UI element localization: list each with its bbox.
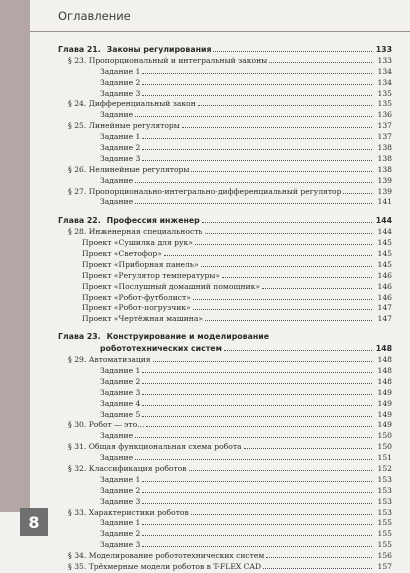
dot-leader	[142, 365, 372, 373]
toc-entry-sec[interactable]	[58, 226, 392, 237]
page-ref: 133	[377, 55, 392, 65]
dot-leader	[198, 98, 372, 106]
dot-leader	[164, 248, 372, 256]
entry-text: Задание 1	[100, 474, 141, 484]
entry-text: Проект «Робот-погрузчик»	[82, 303, 191, 313]
chapter-gap	[58, 207, 392, 215]
toc-entry-proj[interactable]	[58, 313, 392, 324]
page-ref: 138	[377, 143, 392, 153]
dot-leader	[142, 387, 372, 395]
entry-text: § 35. Трёхмерные модели роботов в T-FLEX CAD	[68, 561, 262, 571]
entry-text: Задание 2	[100, 143, 141, 153]
toc-entry-task[interactable]	[58, 474, 392, 485]
dot-leader	[343, 186, 372, 194]
header-rule	[30, 31, 410, 32]
entry-text: Проект «Чертёжная машина»	[82, 314, 204, 324]
page-ref: 148	[375, 344, 392, 354]
chapter-label: Глава 21.	[58, 45, 101, 54]
chapter-label: Глава 23.	[58, 332, 101, 342]
dot-leader	[142, 528, 372, 536]
toc-entry-task[interactable]	[58, 376, 392, 387]
entry-text: § 32. Классификация роботов	[68, 463, 187, 473]
entry-text: § 29. Автоматизация	[68, 355, 151, 365]
page-ref: 134	[377, 66, 392, 76]
toc-entry-proj[interactable]	[58, 281, 392, 292]
dot-leader	[135, 175, 372, 183]
page-ref: 135	[377, 88, 392, 98]
entry-text: Задание 1	[100, 132, 141, 142]
entry-text: Задание 4	[100, 398, 141, 408]
dot-leader	[262, 281, 372, 289]
dot-leader	[222, 270, 372, 278]
entry-text: § 26. Нелинейные регуляторы	[68, 164, 190, 174]
toc-entry-task[interactable]	[58, 142, 392, 153]
page-ref: 146	[377, 281, 392, 291]
dot-leader	[193, 302, 372, 310]
toc-entry-sec[interactable]	[58, 98, 392, 109]
dot-leader	[195, 237, 372, 245]
toc-entry-task[interactable]	[58, 485, 392, 496]
entry-text: Задание 1	[100, 518, 141, 528]
entry-text: Задание 3	[100, 387, 141, 397]
entry-text: Задание 1	[100, 365, 141, 375]
dot-leader	[135, 452, 372, 460]
page-ref: 144	[375, 216, 392, 226]
dot-leader	[142, 88, 372, 96]
page-ref: 152	[377, 463, 392, 473]
page-ref: 151	[377, 453, 392, 463]
dot-leader	[269, 55, 372, 63]
page-ref: 156	[377, 551, 392, 561]
dot-leader	[142, 474, 372, 482]
entry-text: Задание	[100, 175, 134, 185]
dot-leader	[142, 409, 372, 417]
dot-leader	[142, 398, 372, 406]
entry-text: Задание 2	[100, 77, 141, 87]
entry-text: Задание 3	[100, 496, 141, 506]
dot-leader	[142, 496, 372, 504]
page-ref: 138	[377, 164, 392, 174]
page-ref: 137	[377, 132, 392, 142]
toc-entry-proj[interactable]	[58, 259, 392, 270]
page-ref: 145	[377, 259, 392, 269]
toc-entry-sec[interactable]	[58, 186, 392, 197]
chapter-title: Законы регулирования	[106, 45, 212, 54]
page-ref: 155	[377, 518, 392, 528]
page-ref: 146	[377, 270, 392, 280]
page-ref: 141	[377, 197, 392, 207]
dot-leader	[142, 77, 372, 85]
toc-entry-task[interactable]	[58, 88, 392, 99]
toc-entry-task[interactable]	[58, 153, 392, 164]
page-ref: 137	[377, 121, 392, 131]
dot-leader	[142, 539, 372, 547]
entry-text: Задание 2	[100, 529, 141, 539]
page-ref: 148	[377, 376, 392, 386]
dot-leader	[205, 313, 372, 321]
entry-text: Задание	[100, 453, 134, 463]
page-ref: 144	[377, 227, 392, 237]
dot-leader	[142, 376, 372, 384]
page-ref: 148	[377, 365, 392, 375]
toc-entry-task[interactable]	[58, 387, 392, 398]
page-number: 8	[20, 508, 48, 536]
page-ref: 134	[377, 77, 392, 87]
dot-leader	[191, 507, 372, 515]
chapter-heading-line	[58, 332, 392, 343]
entry-text: § 25. Линейные регуляторы	[68, 121, 180, 131]
page-ref: 135	[377, 99, 392, 109]
toc-entry-task[interactable]	[58, 196, 392, 207]
dot-leader	[224, 343, 372, 351]
toc-entry-task[interactable]	[58, 365, 392, 376]
entry-text: Проект «Регулятор температуры»	[82, 270, 221, 280]
page-ref: 153	[377, 507, 392, 517]
page-ref: 147	[377, 314, 392, 324]
entry-text: § 28. Инженерная специальность	[68, 227, 203, 237]
page-ref: 133	[375, 45, 392, 54]
entry-text: Задание 2	[100, 485, 141, 495]
chapter-title-line1: Конструирование и моделирование	[106, 332, 269, 342]
toc-entry-sec[interactable]	[58, 507, 392, 518]
dot-leader	[266, 550, 372, 558]
entry-text: § 30. Робот — это...	[68, 420, 145, 430]
dot-leader	[142, 517, 372, 525]
dot-leader	[191, 164, 372, 172]
entry-text: § 23. Пропорциональный и интегральный законы	[68, 55, 268, 65]
dot-leader	[189, 463, 372, 471]
table-of-contents	[58, 44, 392, 572]
entry-text: Проект «Робот-футболист»	[82, 292, 191, 302]
toc-entry-task[interactable]	[58, 66, 392, 77]
page-ref: 149	[377, 398, 392, 408]
dot-leader	[142, 485, 372, 493]
chapter-gap	[58, 324, 392, 332]
page-ref: 139	[377, 175, 392, 185]
page-ref: 155	[377, 540, 392, 550]
dot-leader	[142, 142, 372, 150]
dot-leader	[142, 66, 372, 74]
dot-leader	[263, 561, 372, 569]
toc-entry-task[interactable]	[58, 539, 392, 550]
entry-text: Задание	[100, 197, 134, 207]
entry-text: Проект «Сушилка для рук»	[82, 238, 193, 248]
entry-text: § 31. Общая функциональная схема робота	[68, 442, 242, 452]
chapter-title: Профессия инженер	[106, 216, 200, 226]
dot-leader	[182, 120, 372, 128]
dot-leader	[135, 196, 372, 204]
toc-entry-task[interactable]	[58, 77, 392, 88]
dot-leader	[142, 153, 372, 161]
toc-entry-task[interactable]	[58, 528, 392, 539]
entry-text: Проект «Послушный домашний помощник»	[82, 281, 260, 291]
toc-entry-sec[interactable]	[58, 55, 392, 66]
toc-entry-proj[interactable]	[58, 302, 392, 313]
entry-text: Задание 1	[100, 66, 141, 76]
entry-text: § 27. Пропорционально-интегрально-дифференциальный регулятор	[68, 186, 342, 196]
toc-entry-sec[interactable]	[58, 463, 392, 474]
page-title: Оглавление	[58, 9, 131, 23]
entry-text: Задание 3	[100, 540, 141, 550]
page-ref: 150	[377, 431, 392, 441]
toc-entry-sec[interactable]	[58, 419, 392, 430]
toc-entry-sec[interactable]	[58, 561, 392, 572]
toc-entry-task[interactable]	[58, 430, 392, 441]
page-ref: 157	[377, 561, 392, 571]
toc-entry-task[interactable]	[58, 409, 392, 420]
dot-leader	[135, 109, 372, 117]
dot-leader	[193, 292, 372, 300]
chapter-heading[interactable]	[58, 215, 392, 226]
toc-entry-sec[interactable]	[58, 441, 392, 452]
entry-text: Задание	[100, 110, 134, 120]
page-ref: 149	[377, 409, 392, 419]
page-ref: 139	[377, 186, 392, 196]
entry-text: Задание 5	[100, 409, 141, 419]
toc-entry-sec[interactable]	[58, 120, 392, 131]
toc-entry-proj[interactable]	[58, 248, 392, 259]
entry-text: § 34. Моделирование робототехнических систем	[68, 551, 265, 561]
toc-entry-proj[interactable]	[58, 292, 392, 303]
side-accent-bar	[0, 32, 30, 512]
page-ref: 149	[377, 387, 392, 397]
toc-entry-proj[interactable]	[58, 237, 392, 248]
entry-text: § 33. Характеристики роботов	[68, 507, 189, 517]
dot-leader	[146, 419, 372, 427]
page-ref: 136	[377, 110, 392, 120]
toc-entry-sec[interactable]	[58, 164, 392, 175]
page-ref: 146	[377, 292, 392, 302]
toc-entry-task[interactable]	[58, 452, 392, 463]
page-ref: 145	[377, 249, 392, 259]
entry-text: § 24. Дифференциальный закон	[68, 99, 196, 109]
toc-entry-sec[interactable]	[58, 354, 392, 365]
dot-leader	[201, 259, 372, 267]
page-ref: 153	[377, 496, 392, 506]
toc-entry-proj[interactable]	[58, 270, 392, 281]
dot-leader	[135, 430, 372, 438]
page-ref: 149	[377, 420, 392, 430]
toc-entry-task[interactable]	[58, 131, 392, 142]
chapter-heading[interactable]	[58, 44, 392, 55]
toc-entry-task[interactable]	[58, 398, 392, 409]
dot-leader	[213, 44, 372, 52]
page-ref: 145	[377, 238, 392, 248]
toc-entry-task[interactable]	[58, 496, 392, 507]
entry-text: Задание 3	[100, 153, 141, 163]
page-ref: 153	[377, 474, 392, 484]
dot-leader	[153, 354, 372, 362]
entry-text: Задание 3	[100, 88, 141, 98]
dot-leader	[244, 441, 372, 449]
page-ref: 153	[377, 485, 392, 495]
dot-leader	[142, 131, 372, 139]
toc-entry-task[interactable]	[58, 175, 392, 186]
dot-leader	[205, 226, 372, 234]
dot-leader	[202, 215, 372, 223]
page-ref: 147	[377, 303, 392, 313]
chapter-label: Глава 22.	[58, 216, 101, 226]
page-ref: 150	[377, 442, 392, 452]
page-ref: 138	[377, 153, 392, 163]
page-ref: 148	[377, 355, 392, 365]
chapter-title: робототехнических систем	[100, 344, 222, 354]
toc-entry-task[interactable]	[58, 109, 392, 120]
chapter-heading[interactable]	[58, 343, 392, 354]
page-ref: 155	[377, 529, 392, 539]
entry-text: Задание 2	[100, 376, 141, 386]
entry-text: Задание	[100, 431, 134, 441]
toc-entry-task[interactable]	[58, 517, 392, 528]
entry-text: Проект «Приборная панель»	[82, 259, 199, 269]
entry-text: Проект «Светофор»	[82, 249, 162, 259]
